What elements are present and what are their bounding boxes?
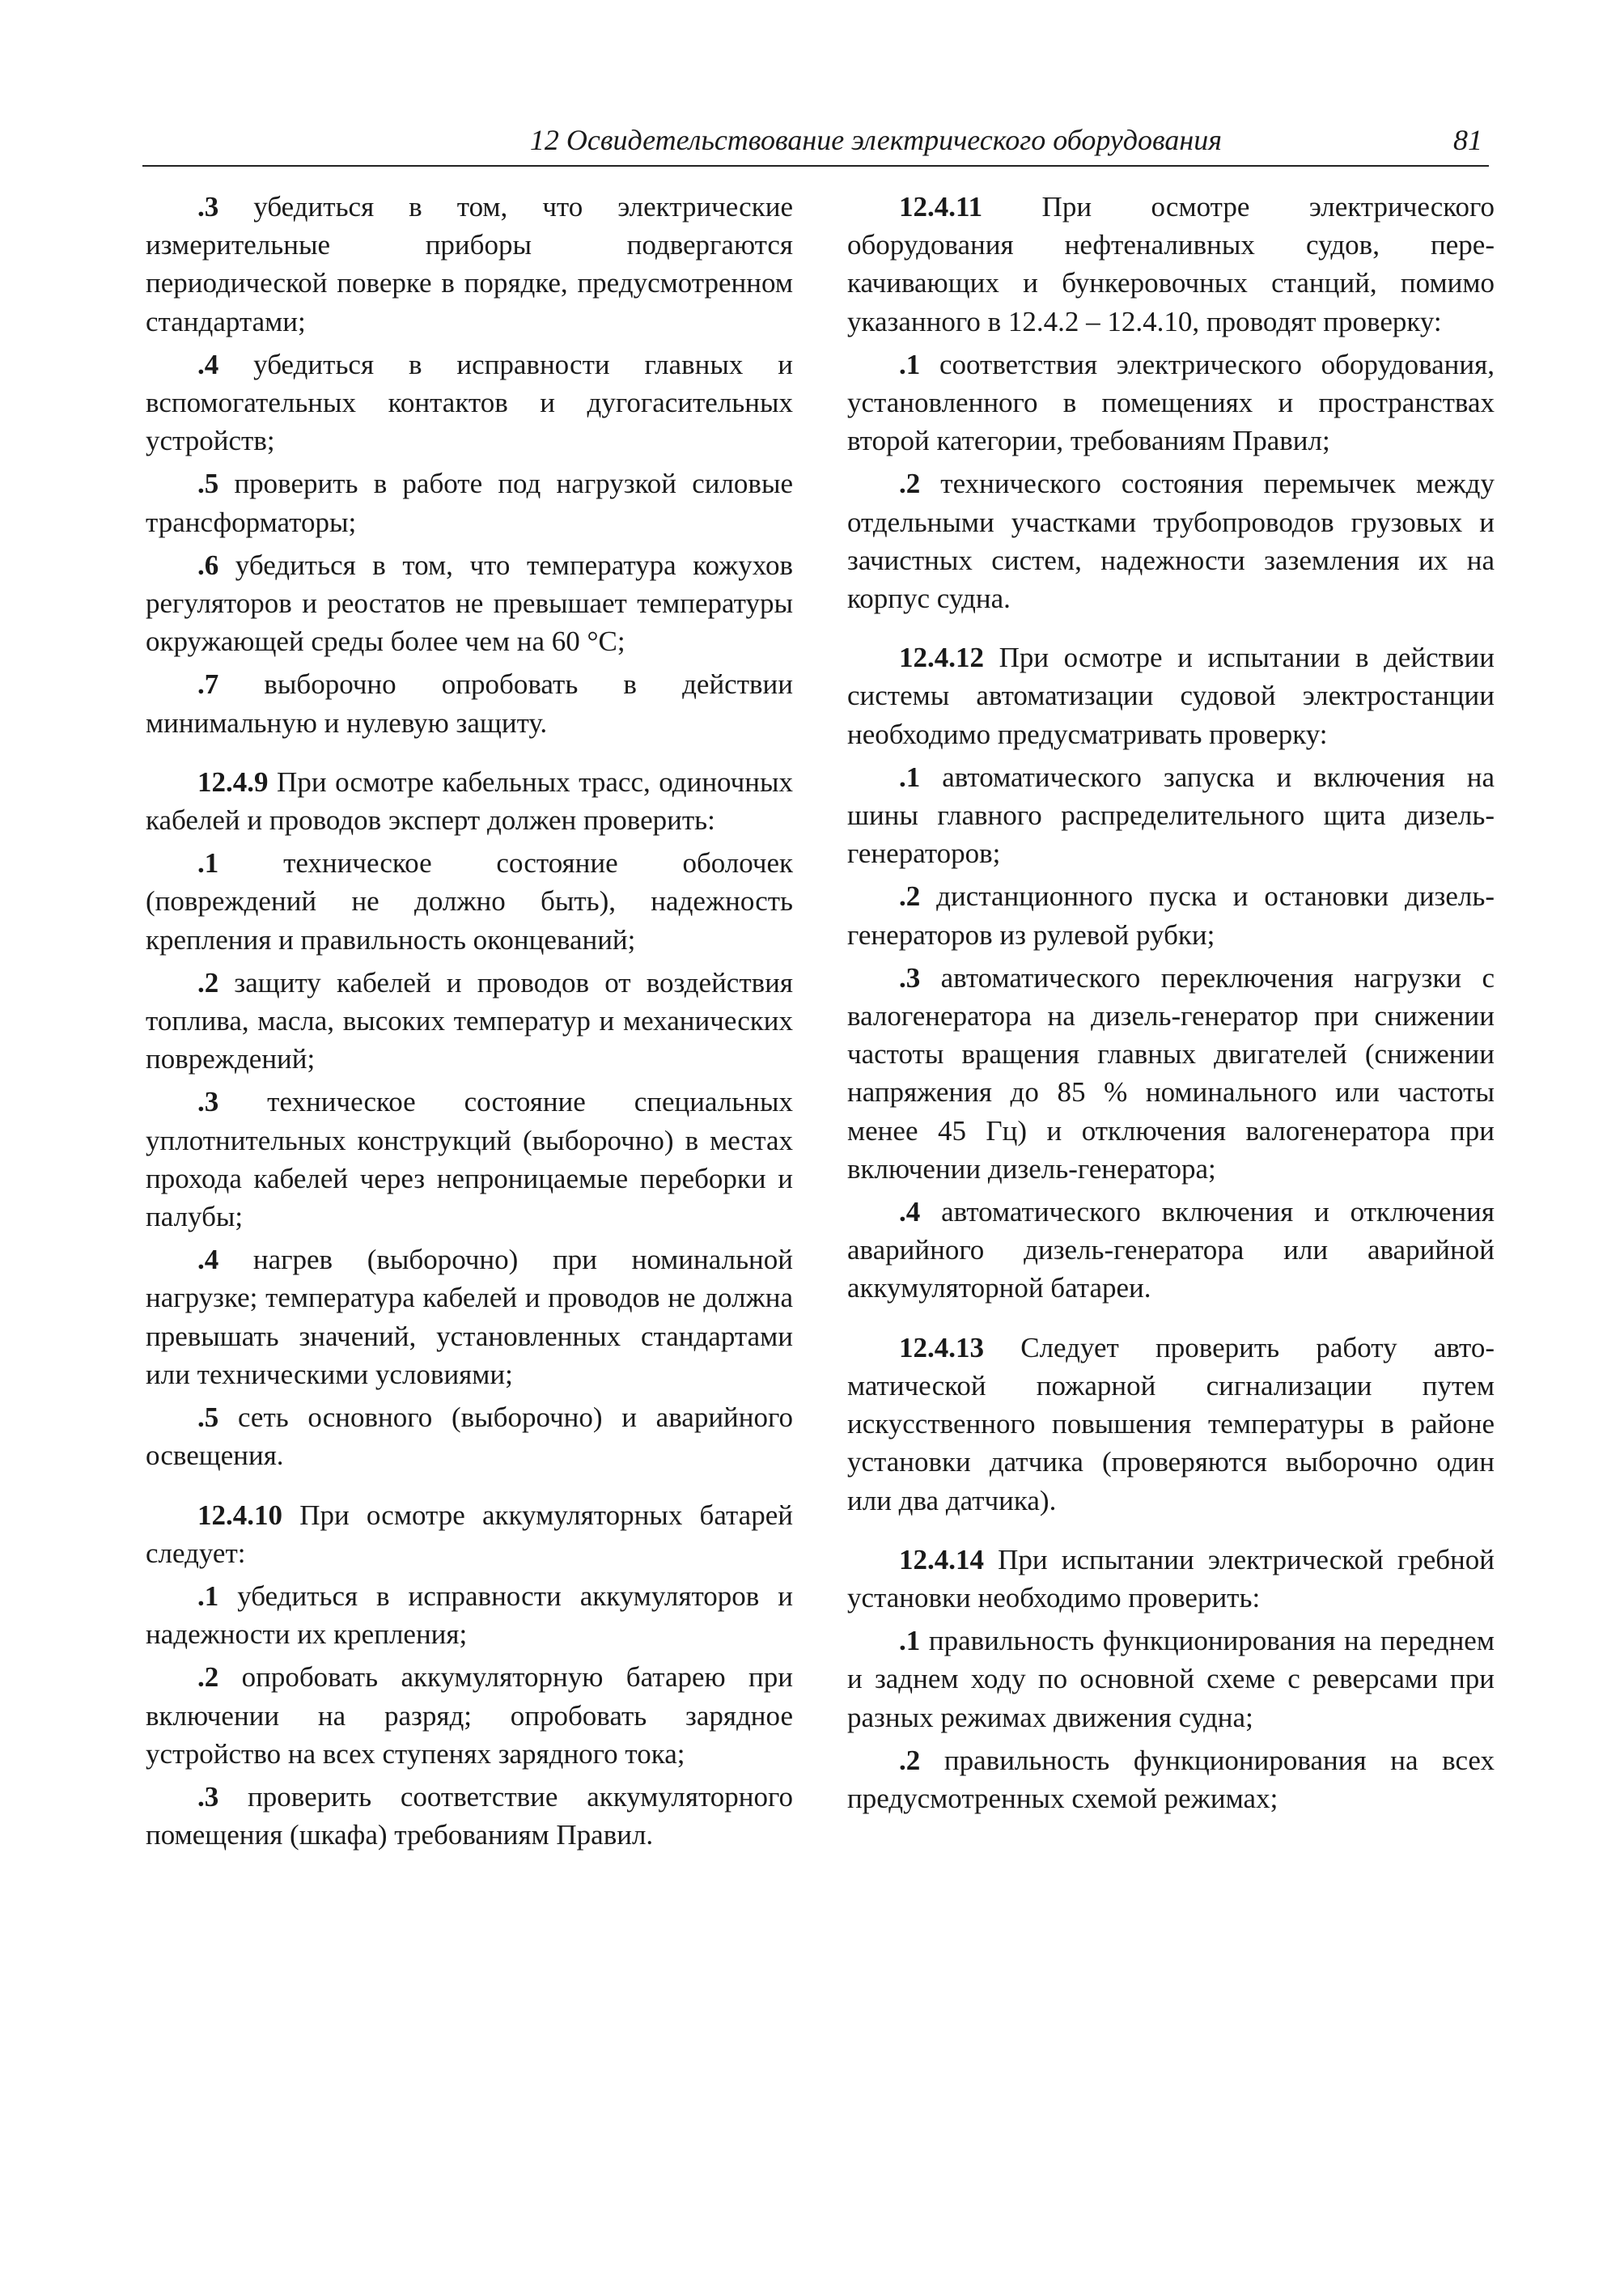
section-12-4-10 xyxy=(146,1496,793,1572)
item-number: .5 xyxy=(197,468,219,500)
paragraph xyxy=(847,877,1495,953)
paragraph-text: При осмотре электрического оборудования нефтеналивных судов, перекачивающих и бункеровочных станций, помимо указанного в 12.4.2 – 12.4.10, проводят проверку: xyxy=(847,191,1495,337)
page-number: 81 xyxy=(1453,124,1482,156)
paragraph-text: автоматического запуска и включения на шины главного распределительного щита дизель-генераторов; xyxy=(847,761,1495,870)
paragraph-text: правильность функционирования на переднем и заднем ходу по основной схеме с реверсами при разных режимах движения судна; xyxy=(847,1625,1495,1733)
item-number: .1 xyxy=(197,847,219,880)
paragraph-text: защиту кабелей и проводов от воздействия топлива, масла, высоких температур и механических повреждений; xyxy=(146,966,793,1075)
section-number: 12.4.9 xyxy=(197,765,269,798)
paragraph-text: При осмотре и испытании в действии системы автоматизации судовой электростанции необходимо предусматривать проверку: xyxy=(847,642,1495,750)
paragraph xyxy=(146,464,793,541)
paragraph xyxy=(847,464,1495,617)
paragraph xyxy=(847,758,1495,873)
section-number: 12.4.10 xyxy=(197,1499,282,1531)
paragraph xyxy=(146,665,793,741)
paragraph-text: убедиться в исправности аккумуляторов и надежности их крепления; xyxy=(146,1580,793,1651)
section-12-4-12 xyxy=(847,638,1495,753)
item-number: .3 xyxy=(197,191,219,223)
paragraph xyxy=(146,346,793,460)
item-number: .1 xyxy=(197,1580,219,1612)
item-number: .7 xyxy=(197,668,219,701)
paragraph xyxy=(146,1658,793,1773)
paragraph-text: соответствия электрического оборудования, установленного в помещениях и пространствах второй категории, требованиям Правил; xyxy=(847,348,1495,457)
item-number: .4 xyxy=(197,348,219,380)
paragraph-text: При осмотре аккумуляторных батарей следует: xyxy=(146,1499,793,1569)
paragraph xyxy=(146,546,793,661)
item-number: .3 xyxy=(197,1780,219,1813)
right-column xyxy=(847,188,1495,1822)
paragraph xyxy=(146,1083,793,1236)
paragraph-text: убедиться в исправности главных и вспомогательных контактов и дугогасительных устройств; xyxy=(146,348,793,457)
paragraph-text: опробовать аккумуляторную батарею при включении на разряд; опробовать зарядное устройство на всех ступенях зарядного тока; xyxy=(146,1661,793,1770)
paragraph xyxy=(146,1240,793,1393)
paragraph xyxy=(146,1577,793,1653)
paragraph xyxy=(146,1398,793,1474)
section-number: 12.4.11 xyxy=(899,191,983,223)
item-number: .2 xyxy=(197,966,219,999)
paragraph-text: техническое состояние специальных уплотнительных конструкций (выборочно) в местах прохода кабелей через непроницаемые переборки и палубы; xyxy=(146,1086,793,1233)
paragraph-text: техническое состояние оболочек (повреждений не должно быть), надежность крепления и правильность оконцеваний; xyxy=(146,847,793,956)
item-number: .2 xyxy=(899,1744,921,1776)
paragraph-text: проверить в работе под нагрузкой силовые трансформаторы; xyxy=(146,468,793,538)
item-number: .4 xyxy=(197,1244,219,1276)
item-number: .5 xyxy=(197,1401,219,1434)
section-12-4-9 xyxy=(146,763,793,839)
paragraph xyxy=(146,844,793,959)
paragraph-text: дистанционного пуска и остановки дизель-генераторов из рулевой рубки; xyxy=(847,880,1495,951)
paragraph-text: При осмотре кабельных трасс, одиночных кабелей и проводов эксперт должен проверить: xyxy=(146,765,793,837)
section-number: 12.4.14 xyxy=(899,1543,984,1575)
paragraph xyxy=(847,1622,1495,1736)
left-column xyxy=(146,188,793,1859)
section-12-4-11 xyxy=(847,188,1495,341)
item-number: .1 xyxy=(899,761,921,793)
paragraph-text: правильность функционирования на всех предусмотренных схемой режимах; xyxy=(847,1744,1495,1814)
paragraph-text: нагрев (выборочно) при номинальной нагрузке; температура кабелей и проводов не должна превышать значений, установленных стандартами или техническими условиями; xyxy=(146,1244,793,1390)
paragraph-text: сеть основного (выборочно) и аварийного освещения. xyxy=(146,1401,793,1472)
item-number: .1 xyxy=(899,1625,921,1657)
paragraph xyxy=(847,346,1495,460)
item-number: .6 xyxy=(197,549,219,581)
paragraph xyxy=(146,188,793,341)
item-number: .3 xyxy=(899,961,921,994)
paragraph xyxy=(847,959,1495,1188)
section-12-4-14 xyxy=(847,1541,1495,1617)
item-number: .2 xyxy=(899,880,921,913)
item-number: .4 xyxy=(899,1196,921,1228)
paragraph-text: убедиться в том, что температура кожухов регуляторов и реостатов не превышает температуры окружающей среды более чем на 60 °С; xyxy=(146,549,793,658)
running-header xyxy=(142,121,1489,167)
paragraph xyxy=(146,1778,793,1854)
paragraph-text: выборочно опробовать в действии минимальную и нулевую защиту. xyxy=(146,668,793,739)
paragraph-text: проверить соответствие аккумуляторного помещения (шкафа) требованиям Правил. xyxy=(146,1780,793,1851)
paragraph-text: Следует проверить работу автоматической пожарной сигнализации путем искусственного повышения температуры в районе установки датчика (проверяются выборочно один или два датчика). xyxy=(847,1331,1495,1516)
item-number: .2 xyxy=(197,1661,219,1694)
item-number: .1 xyxy=(899,348,921,380)
header-title: 12 Освидетельствование электрического оборудования xyxy=(529,124,1222,156)
section-12-4-13 xyxy=(847,1329,1495,1520)
paragraph-text: убедиться в том, что электрические измерительные приборы подвергаются периодической поверке в порядке, предусмотренном стандартами; xyxy=(146,191,793,337)
paragraph-text: автоматического переключения нагрузки с валогенератора на дизель-генератор при снижении частоты вращения главных двигателей (снижении напряжения до 85 % номинального или частоты менее 45 Гц) и отключения валогенератора при включении дизель-генератора; xyxy=(847,961,1495,1185)
item-number: .3 xyxy=(197,1086,219,1118)
section-number: 12.4.12 xyxy=(899,642,984,674)
paragraph xyxy=(146,964,793,1079)
paragraph-text: При испытании электрической гребной установки необходимо проверить: xyxy=(847,1543,1495,1613)
paragraph xyxy=(847,1193,1495,1308)
section-number: 12.4.13 xyxy=(899,1331,984,1363)
paragraph-text: технического состояния перемычек между отдельными участками трубопроводов грузовых и зачистных систем, надежности заземления их на корпус судна. xyxy=(847,468,1495,615)
paragraph xyxy=(847,1741,1495,1817)
item-number: .2 xyxy=(899,468,921,500)
paragraph-text: автоматического включения и отключения аварийного дизель-генератора или аварийной аккумуляторной батареи. xyxy=(847,1196,1495,1304)
